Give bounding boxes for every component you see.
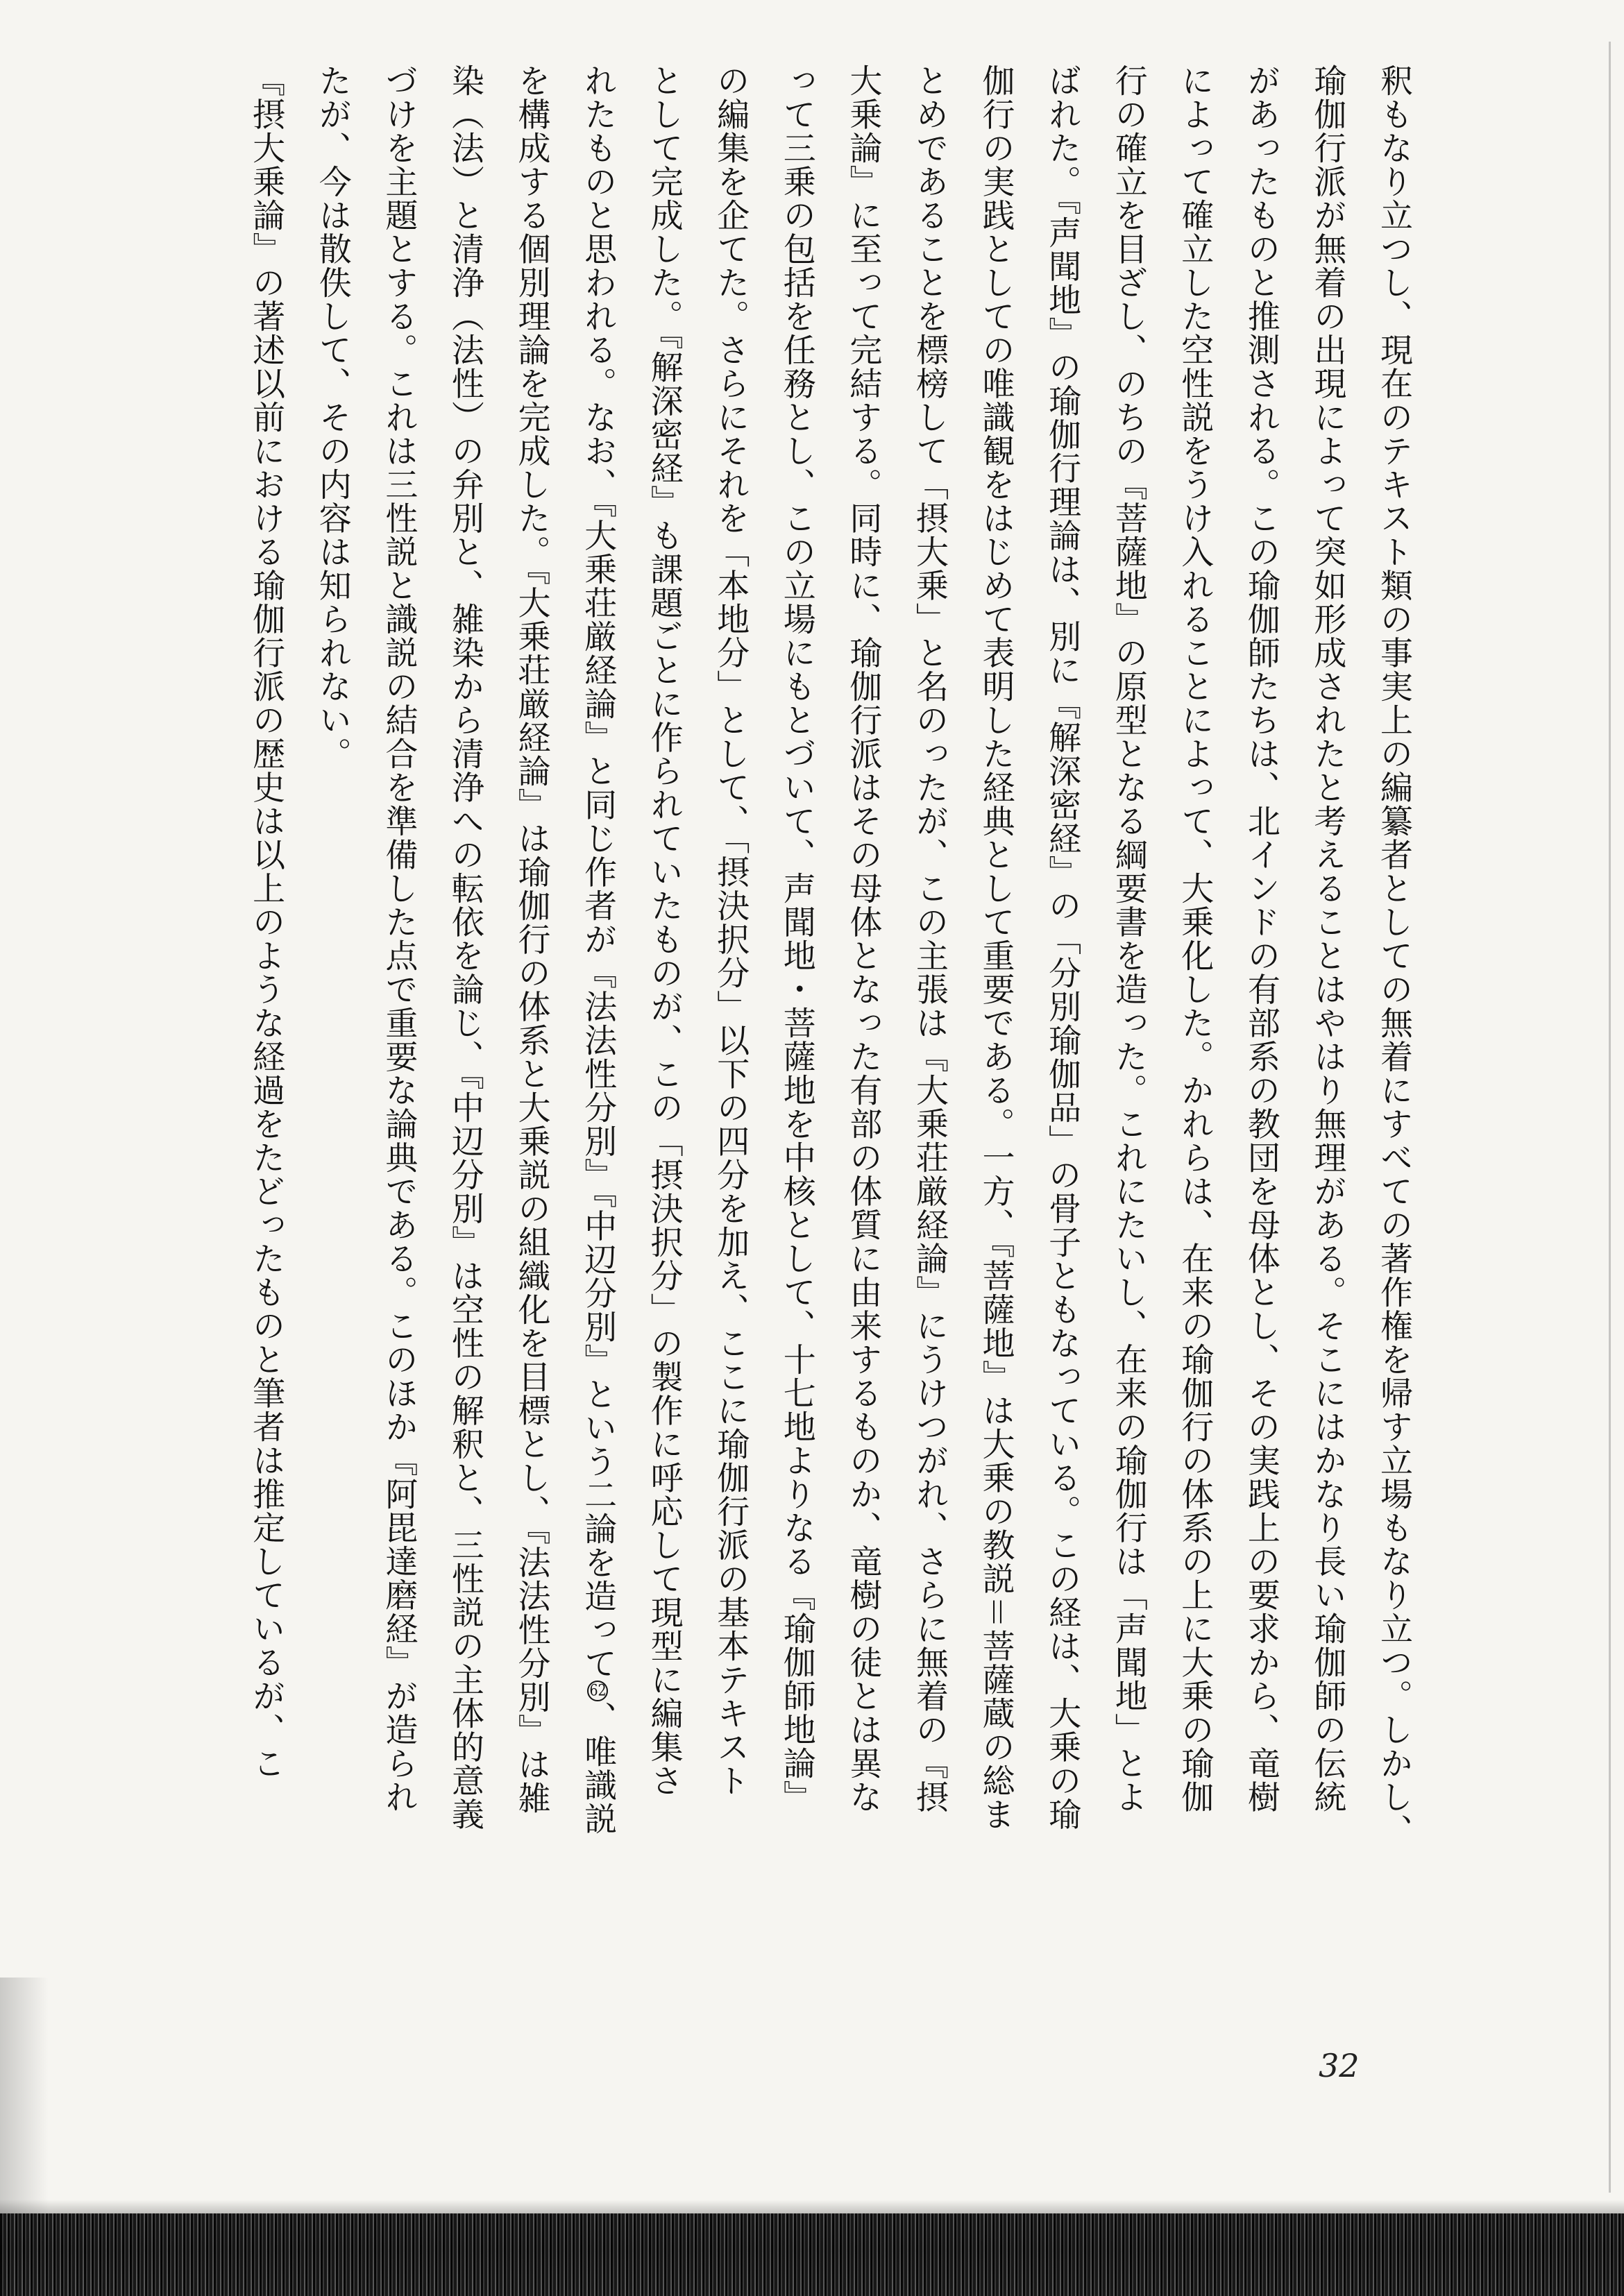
text-line-8: とめであることを標榜して「摂大乗」と名のったが、この主張は『大乗荘厳経論』にうけつがれ、さらに無着の『摂 bbox=[910, 64, 949, 1814]
text-line-9: 大乗論』に至って完結する。同時に、瑜伽行派はその母体となった有部の体質に由来するものか、竜樹の徒とは異な bbox=[844, 64, 883, 1814]
text-line-7: 伽行の実践としての唯識観をはじめて表明した経典として重要である。一方、『菩薩地』は大乗の教説＝菩薩蔵の総ま bbox=[976, 64, 1015, 1831]
text-line-2: 瑜伽行派が無着の出現によって突如形成されたと考えることはやはり無理がある。そこにはかなり長い瑜伽師の伝統 bbox=[1308, 64, 1347, 1814]
text-line-18: 『摂大乗論』の著述以前における瑜伽行派の歴史は以上のような経過をたどったものと筆者は推定しているが、こ bbox=[247, 64, 286, 1780]
text-line-4: によって確立した空性説をうけ入れることによって、大乗化した。かれらは、在来の瑜伽行の体系の上に大乗の瑜伽 bbox=[1176, 64, 1215, 1814]
text-line-15: 染（法）と清浄（法性）の弁別と、雑染から清浄への転依を論じ、『中辺分別』は空性の解釈と、三性説の主体的意義 bbox=[446, 64, 484, 1831]
scan-corner-shadow bbox=[0, 1978, 49, 2213]
text-line-11: の編集を企てた。さらにそれを「本地分」として、「摂決択分」以下の四分を加え、ここに瑜伽行派の基本テキスト bbox=[711, 64, 750, 1798]
page-number: 32 bbox=[1319, 2047, 1360, 2084]
text-line-17: たが、今は散佚して、その内容は知られない。 bbox=[313, 64, 352, 771]
scan-border-bar bbox=[0, 2213, 1624, 2296]
text-line-13-body: れたものと思われる。なお、『大乗荘厳経論』と同じ作者が『法法性分別』『中辺分別』という二論を造って62、唯識説 bbox=[579, 64, 618, 1836]
page-edge-shadow bbox=[1609, 42, 1611, 2193]
vertical-text-body bbox=[247, 64, 1413, 1962]
text-line-14: を構成する個別理論を完成した。『大乗荘厳経論』は瑜伽行の体系と大乗説の組織化を目標とし、『法法性分別』は雑 bbox=[512, 64, 551, 1815]
text-line-6: ばれた。『声聞地』の瑜伽行理論は、別に『解深密経』の「分別瑜伽品」の骨子ともなっている。この経は、大乗の瑜 bbox=[1043, 64, 1082, 1831]
text-line-16: づけを主題とする。これは三性説と識説の結合を準備した点で重要な論典である。このほか『阿毘達磨経』が造られ bbox=[380, 64, 418, 1814]
text-line-5: 行の確立を目ざし、のちの『菩薩地』の原型となる綱要書を造った。これにたいし、在来の瑜伽行は「声聞地」とよ bbox=[1109, 64, 1148, 1814]
text-line-3: があったものと推測される。この瑜伽師たちは、北インドの有部系の教団を母体とし、その実践上の要求から、竜樹 bbox=[1242, 64, 1280, 1814]
text-line-12: として完成した。『解深密経』も課題ごとに作られていたものが、この「摂決択分」の製作に呼応して現型に編集さ bbox=[645, 64, 684, 1798]
text-line-13 bbox=[579, 64, 618, 1962]
footnote-reference: 62 bbox=[587, 1681, 608, 1701]
text-line-1: 釈もなり立つし、現在のテキスト類の事実上の編纂者としての無着にすべての著作権を帰す立場もなり立つ。しかし、 bbox=[1375, 64, 1413, 1848]
text-line-10: って三乗の包括を任務とし、この立場にもとづいて、声聞地・菩薩地を中核として、十七地よりなる『瑜伽師地論』 bbox=[777, 64, 816, 1814]
